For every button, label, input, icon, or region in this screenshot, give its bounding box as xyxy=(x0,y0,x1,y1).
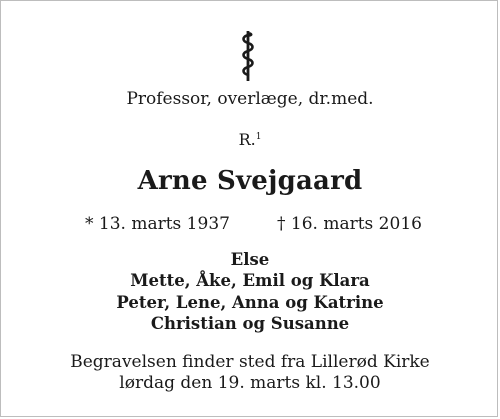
order-of-knighthood xyxy=(0,130,500,149)
family-line: Peter, Lene, Anna og Katrine xyxy=(116,293,384,312)
professional-title: Professor, overlæge, dr.med. xyxy=(126,89,374,109)
order-superscript: 1 xyxy=(255,132,262,142)
birth-date: * 13. marts 1937 xyxy=(85,214,230,234)
family-line: Mette, Åke, Emil og Klara xyxy=(130,271,370,290)
order-abbrev: R. xyxy=(238,130,256,149)
funeral-time: lørdag den 19. marts kl. 13.00 xyxy=(119,373,381,393)
deceased-name: Arne Svejgaard xyxy=(137,166,363,196)
family-line: Christian og Susanne xyxy=(150,314,350,333)
funeral-location: Begravelsen finder sted fra Lillerød Kirke xyxy=(70,352,430,372)
rod-of-asclepius-icon xyxy=(233,30,263,82)
death-date: † 16. marts 2016 xyxy=(277,214,422,234)
family-line-spouse: Else xyxy=(230,250,270,269)
